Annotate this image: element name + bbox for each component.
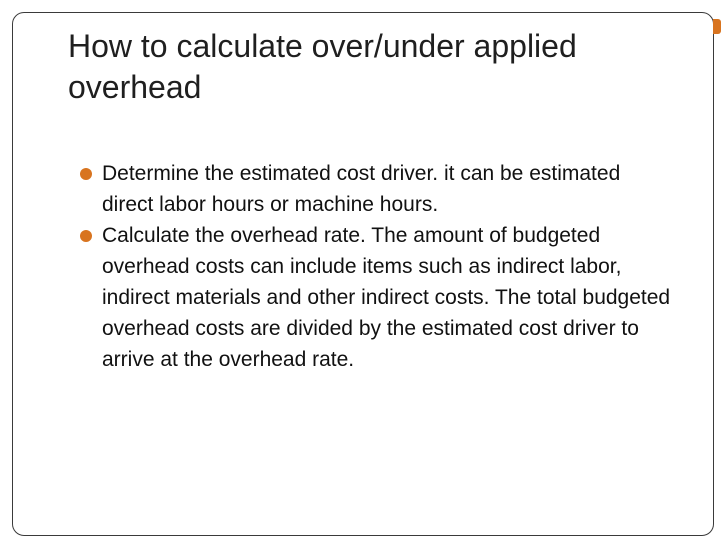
bullet-item bbox=[80, 158, 676, 220]
bullet-dot-icon bbox=[80, 168, 92, 180]
bullet-text: Calculate the overhead rate. The amount of budgeted overhead costs can include items such as indirect labor, indirect materials and other indirect costs. The total budgeted overhead costs are divided by the estimated cost driver to arrive at the overhead rate. bbox=[102, 224, 671, 371]
bullet-text: Determine the estimated cost driver. it can be estimated direct labor hours or machine hours. bbox=[102, 162, 621, 216]
slide-title: How to calculate over/under applied overhead bbox=[68, 28, 577, 105]
bullet-dot-icon bbox=[80, 230, 92, 242]
bullet-item bbox=[80, 220, 676, 375]
slide-corner-tab bbox=[713, 19, 721, 34]
bullet-list bbox=[80, 158, 676, 375]
